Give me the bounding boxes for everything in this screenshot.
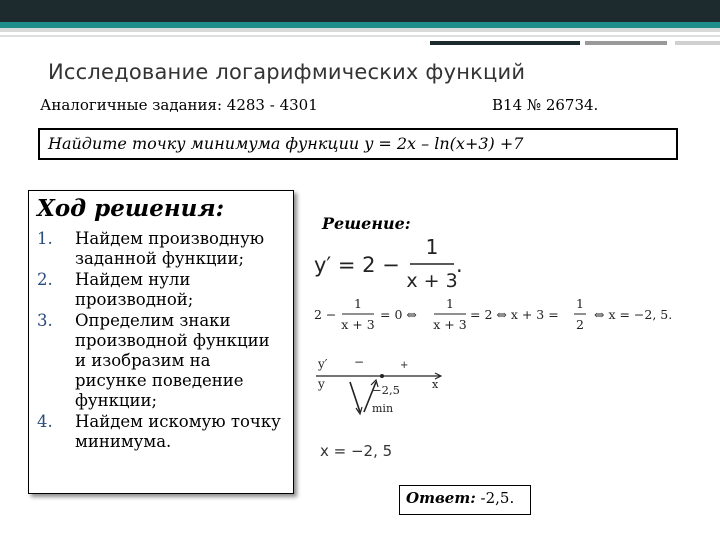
top-decoration-bar xyxy=(0,0,720,48)
axis-variable-label: x xyxy=(432,378,439,391)
plus-sign: + xyxy=(400,360,409,371)
derivative-numerator: 1 xyxy=(425,235,439,259)
eq-frac1-den: x + 3 xyxy=(341,317,375,332)
eq-part-a: 2 − xyxy=(314,307,337,322)
minus-sign: − xyxy=(354,355,365,369)
list-item xyxy=(29,311,291,411)
zero-equation xyxy=(312,294,702,338)
decrease-arrow-icon xyxy=(350,382,360,412)
step-text: Определим знаки производной функции и изобразим на рисунке поведение функции; xyxy=(75,311,270,410)
solution-steps-box xyxy=(28,190,294,494)
steps-title: Ход решения: xyxy=(37,195,225,222)
step-number: 2. xyxy=(37,270,53,289)
task-statement-box xyxy=(38,128,678,160)
function-row-label: y xyxy=(318,377,325,391)
minimum-note: min xyxy=(372,402,394,415)
eq-frac1-num: 1 xyxy=(354,296,362,311)
eq-frac3-num: 1 xyxy=(576,296,584,311)
derivative-lhs: y′ = 2 − xyxy=(314,253,400,277)
derivative-row-label: y′ xyxy=(318,357,328,371)
answer-value: -2,5. xyxy=(475,489,515,507)
step-text: Найдем производную заданной функции; xyxy=(75,229,265,268)
eq-part-c: = 2 ⇔ x + 3 = xyxy=(470,307,559,322)
eq-part-d: ⇔ x = −2, 5. xyxy=(594,307,673,322)
answer-label: Ответ: xyxy=(406,489,476,507)
derivative-formula xyxy=(312,234,472,292)
steps-list xyxy=(29,229,291,453)
critical-point-dot xyxy=(380,374,384,378)
step-text: Найдем искомую точку минимума. xyxy=(75,412,281,451)
eq-part-b: = 0 ⇔ xyxy=(380,307,417,322)
eq-frac3-den: 2 xyxy=(576,317,584,332)
critical-point-value: −2,5 xyxy=(372,383,400,397)
eq-frac2-den: x + 3 xyxy=(433,317,467,332)
step-number: 4. xyxy=(37,412,53,431)
similar-tasks-label: Аналогичные задания: 4283 - 4301 xyxy=(40,96,318,114)
eq-frac2-num: 1 xyxy=(446,296,454,311)
sign-chart xyxy=(312,350,462,422)
answer-box xyxy=(399,485,531,515)
list-item xyxy=(29,270,291,310)
step-text: Найдем нули производной; xyxy=(75,270,194,309)
task-number-label: B14 № 26734. xyxy=(492,96,599,114)
result-formula: x = −2, 5 xyxy=(320,442,393,460)
solution-label: Решение: xyxy=(322,214,411,233)
slide-title: Исследование логарифмических функций xyxy=(48,60,526,84)
derivative-denominator: x + 3 xyxy=(406,270,458,292)
step-number: 1. xyxy=(37,229,53,248)
step-number: 3. xyxy=(37,311,53,330)
derivative-end: . xyxy=(456,253,463,277)
task-statement: Найдите точку минимума функции y = 2x – ln(x+3) +7 xyxy=(48,134,524,153)
list-item xyxy=(29,412,291,452)
list-item xyxy=(29,229,291,269)
